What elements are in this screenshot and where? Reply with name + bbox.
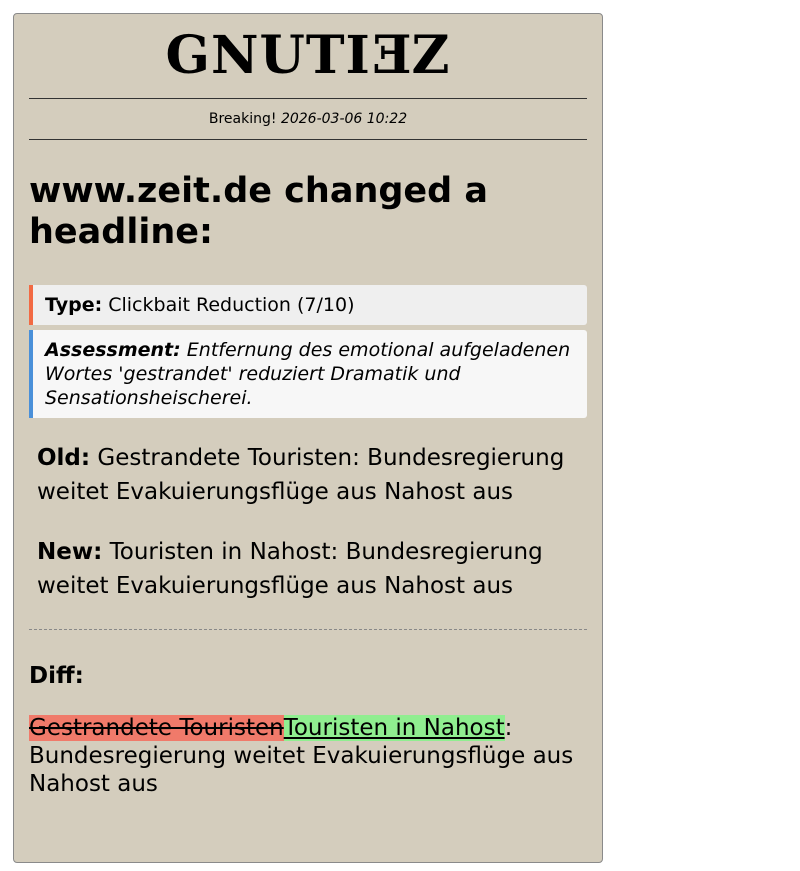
diff-inserted: Touristen in Nahost: [283, 715, 505, 741]
type-label: Type:: [45, 294, 103, 316]
diff-body: [29, 714, 587, 798]
divider: [29, 629, 587, 630]
diff-rest: : Bundesregierung weitet Evakuierungsflüge aus Nahost aus: [29, 715, 574, 797]
masthead-suffix: Z: [411, 25, 451, 86]
old-text: Gestrandete Touristen: Bundesregierung weitet Evakuierungsflüge aus Nahost aus: [37, 445, 565, 505]
diff-title: Diff:: [29, 663, 84, 689]
timestamp: 2026-03-06 10:22: [280, 111, 408, 127]
assessment-box: [29, 330, 587, 418]
assessment-value: Entfernung des emotional aufgeladenen Wortes 'gestrandet' reduziert Dramatik und Sensationsheischerei.: [45, 339, 571, 409]
dateline: [29, 99, 587, 140]
diff-deleted: Gestrandete Touristen: [29, 715, 284, 741]
masthead-logo: [29, 14, 587, 99]
assessment-label: Assessment:: [45, 339, 181, 361]
type-value: Clickbait Reduction (7/10): [108, 294, 355, 316]
old-label: Old:: [37, 445, 91, 471]
breaking-label: Breaking!: [208, 111, 277, 127]
new-label: New:: [37, 539, 103, 565]
new-text: Touristen in Nahost: Bundesregierung weitet Evakuierungsflüge aus Nahost aus: [37, 539, 543, 599]
old-headline: [37, 441, 579, 509]
page-title: www.zeit.de changed a headline:: [29, 171, 489, 252]
type-box: [29, 285, 587, 325]
headline-change-card: [13, 13, 603, 863]
masthead-prefix: GNUTI: [165, 25, 371, 86]
masthead-mirrored-letter: E: [370, 25, 412, 86]
new-headline: [37, 535, 579, 603]
